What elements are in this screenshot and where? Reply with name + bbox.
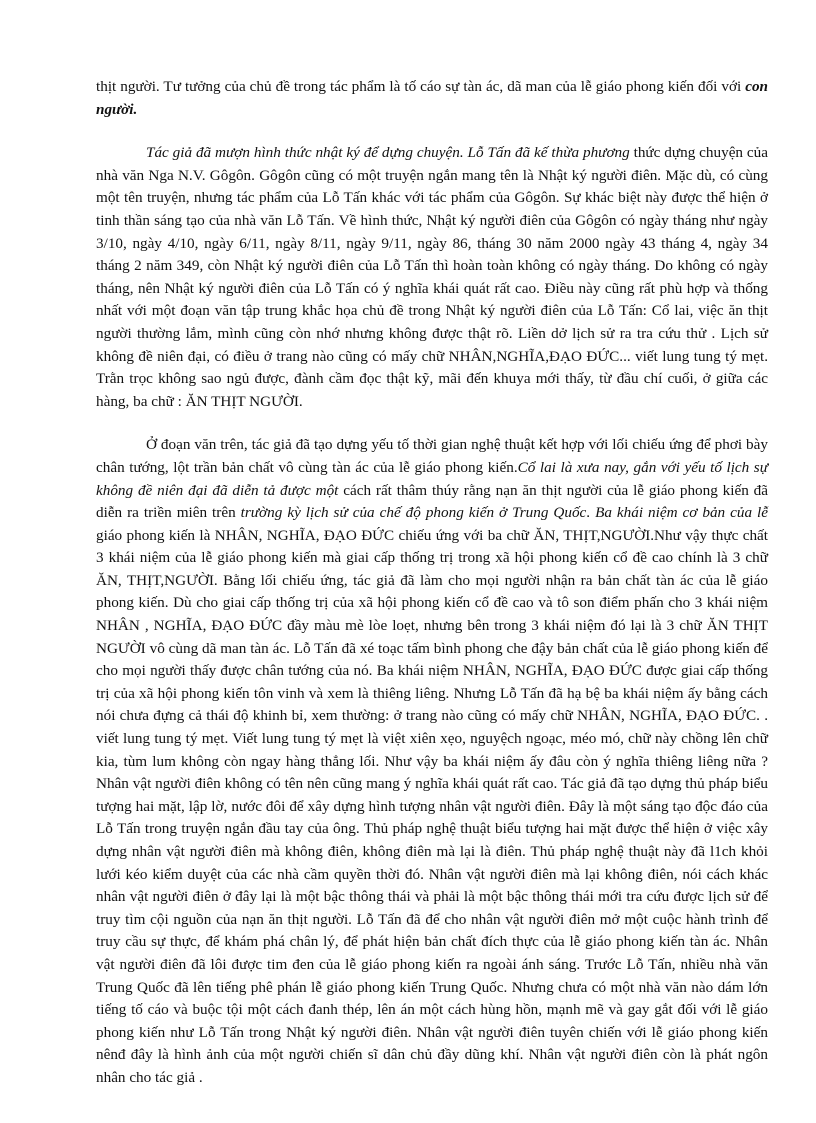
paragraph-3 [96,434,768,1089]
paragraph-1 [96,76,768,121]
paragraph-2 [96,142,768,413]
paragraph-3-text-c: . [586,504,596,522]
document-page [96,76,768,1090]
paragraph-2-italic-lead: Tác giả đã mượn hình thức nhật ký để dựng chuyện. Lỗ Tấn đã kế thừa phương [146,144,630,162]
paragraph-1-emphasis: con người. [96,78,768,118]
paragraph-2-text: thức dựng chuyện của nhà văn Nga N.V. Gôgôn. Gôgôn cũng có một truyện ngắn mang tên là Nhật ký người điên. Mặc dù, có cùng một tên truyện, nhưng tác phẩm của Lỗ Tấn khác với tác phẩm của Gôgôn. Sự khác biệt này được thể hiện ở tinh thần sáng tạo của nhà văn Lỗ Tấn. Về hình thức, Nhật ký người điên của Gôgôn có ngày tháng như ngày 3/10, ngày 4/10, ngày 6/11, ngày 8/11, ngày 9/11, ngày 86, tháng 30 năm 2000 ngày 43 tháng 4, ngày 34 tháng 2 năm 349, còn Nhật ký người điên của Lỗ Tấn thì hoàn toàn không có ngày tháng. Do không có ngày tháng, nên Nhật ký người điên của Lỗ Tấn có ý nghĩa khái quát rất cao. Điều này cũng rất phù hợp và thống nhất với một đoạn văn tập trung khắc họa chủ đề trong Nhật ký người điên của Lỗ Tấn: Cổ lai, việc ăn thịt người thường lắm, mình cũng còn nhớ nhưng không được thật rõ. Liền dở lịch sử ra tra cứu thử . Lịch sử không đề niên đại, có điều ở trang nào cũng có mấy chữ NHÂN,NGHĨA,ĐẠO ĐỨC... viết lung tung tý mẹt. Trằn trọc không sao ngủ được, đành cầm đọc thật kỹ, mãi đến khuya mới thấy, từ đầu chí cuối, ở giữa các hàng, ba chữ : ĂN THỊT NGƯỜI. [96,144,768,410]
paragraph-3-text-a: Ở đoạn văn trên, tác giả đã tạo dựng yếu tố thời gian nghệ thuật kết hợp với lối chiếu ứng để phơi bày chân tướng, lột trần bản chất vô cùng tàn ác của lễ giáo phong kiến. [96,436,768,476]
paragraph-3-text-b: cách rất thâm thúy rằng nạn ăn thịt người của lễ giáo phong kiến đã diễn ra triền miên trên [96,481,768,522]
paragraph-3-italic-b: trường kỳ lịch sử của chế độ phong kiến ở Trung Quốc [240,504,587,522]
paragraph-3-text-d: giáo phong kiến là NHÂN, NGHĨA, ĐẠO ĐỨC chiếu ứng với ba chữ ĂN, THỊT,NGƯỜI.Như vậy thực chất 3 khái niệm của lễ giáo phong kiến mà giai cấp thống trị trong xã hội phong kiến cổ đề cao chính là 3 chữ ĂN, THỊT,NGƯỜI. Bằng lối chiếu ứng, tác giả đã làm cho mọi người nhận ra bản chất tàn ác của lễ giáo phong kiến. Dù cho giai cấp thống trị của xã hội phong kiến cổ đề cao và tô son điểm phấn cho 3 khái niệm NHÂN , NGHĨA, ĐẠO ĐỨC đầy màu mè lòe loẹt, nhưng bên trong 3 khái niệm đó lại là 3 chữ ĂN THỊT NGƯỜI vô cùng dã man tàn ác. Lỗ Tấn đã xé toạc tấm bình phong che đậy bản chất của lễ giáo phong kiến để cho mọi người thấy được chân tướng của nó. Ba khái niệm NHÂN, NGHĨA, ĐẠO ĐỨC được giai cấp thống trị của xã hội phong kiến tôn vinh và xem là thiêng liêng. Nhưng Lỗ Tấn đã hạ bệ ba khái niệm ấy bằng cách nói chưa đựng cả thái độ khinh bỉ, xem thường: ở trang nào cũng có mấy chữ NHÂN, NGHĨA, ĐẠO ĐỨC. . viết lung tung tý mẹt. Viết lung tung tý mẹt là việt xiên xẹo, nguyệch ngoạc, méo mó, chữ này chồng lên chữ kia, tùm lum không còn ngay hàng thẳng lối. Như vậy ba khái niệm ấy đâu còn ý nghĩa thiêng liêng nữa ? Nhân vật người điên không có tên nên cũng mang ý nghĩa khái quát rất cao. Tác giả đã tạo dựng thủ pháp biểu tượng hai mặt, lập lờ, nước đôi để xây dựng hình tượng nhân vật người điên. Đây là một sáng tạo độc đáo của Lỗ Tấn trong truyện ngắn đầu tay của ông. Thủ pháp nghệ thuật biểu tượng hai mặt được thể hiện ở việc xây dựng nhân vật người điên mà không điên, không điên mà lại là điên. Thủ pháp nghệ thuật này đã l1ch khỏi lưới kéo kiểm duyệt của các nhà cầm quyền thời đó. Nhân vật người điên mà lại không điên, nói cách khác nhân vật người điên ở đây lại là một bậc thông thái và phải là một bậc thông thái mới tra cứu được lịch sử để truy tìm cội nguồn của nạn ăn thịt người. Lỗ Tấn đã để cho nhân vật người điên mở một cuộc hành trình để truy cầu sự thực, để khám phá chân lý, để phát hiện bản chất đích thực của lễ giáo phong kiến tàn ác. Nhân vật người điên đã lôi được tim đen của lễ giáo phong kiến ra ngoài ánh sáng. Trước Lỗ Tấn, nhiều nhà văn Trung Quốc đã lên tiếng phê phán lễ giáo phong kiến Trung Quốc. Nhưng chưa có một nhà văn nào dám lớn tiếng tố cáo và buộc tội một cách đanh thép, lên án một cách hùng hồn, mạnh mẽ và gay gắt đối với lễ giáo phong kiến như Lỗ Tấn trong Nhật ký người điên. Nhân vật người điên tuyên chiến với lễ giáo phong kiến nênđ đây là hình ảnh của một người chiến sĩ dân chủ đầy dũng khí. Nhân vật người điên còn là phát ngôn nhân cho tác giả . [96,526,768,1086]
paragraph-3-italic-a: Cổ lai là xưa nay, gắn với yếu tố lịch sự không đề niên đại đã diễn tả được một [96,458,769,499]
paragraph-3-italic-c: Ba khái niệm cơ bản của lễ [595,504,768,522]
paragraph-1-text: thịt người. Tư tưởng của chủ đề trong tác phẩm là tố cáo sự tàn ác, dã man của lễ giáo phong kiến đối với [96,78,746,95]
